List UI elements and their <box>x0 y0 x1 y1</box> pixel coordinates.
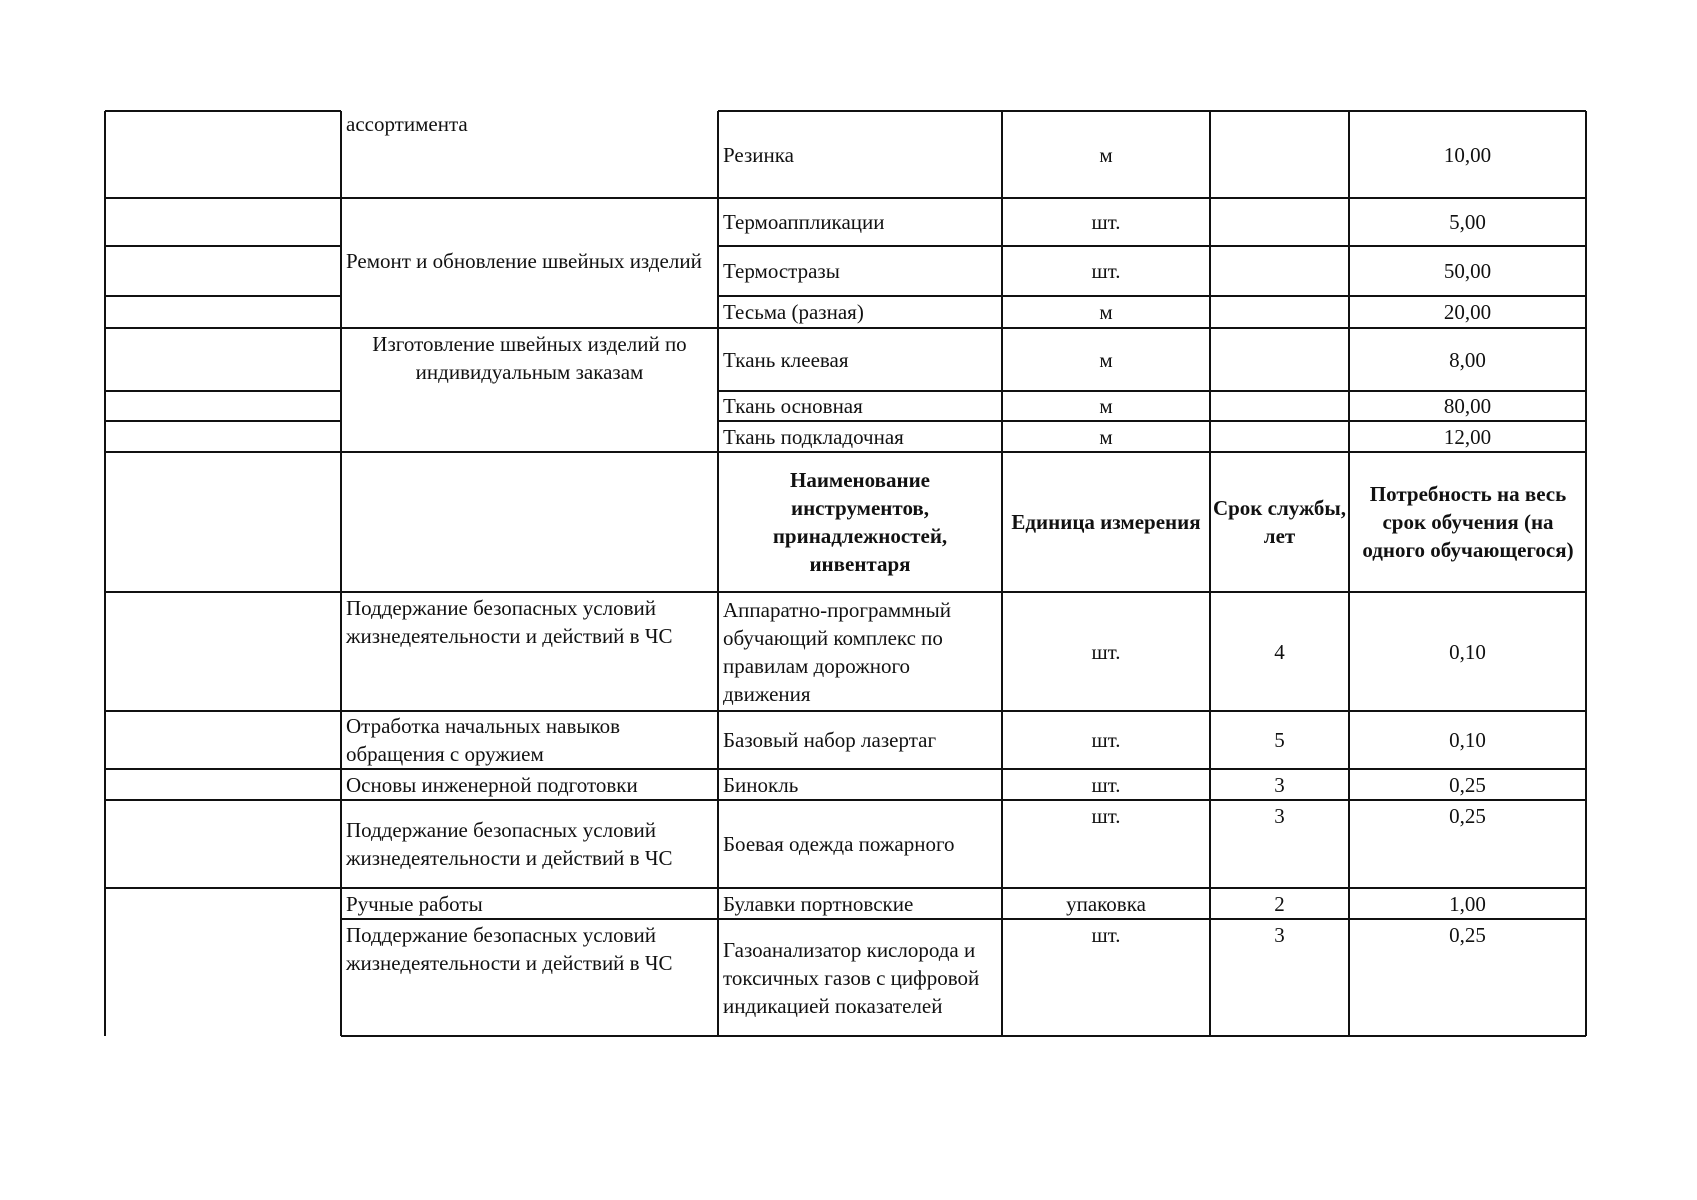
material-value: 8,00 <box>1449 347 1486 372</box>
group-label-custom-orders: Изготовление швейных изделий по индивидуальным заказам <box>372 332 687 384</box>
tool-name: Бинокль <box>723 772 799 797</box>
tool-unit: шт. <box>1091 923 1121 947</box>
group-label-assortment: ассортимента <box>346 112 468 136</box>
tool-term: 3 <box>1274 923 1285 947</box>
material-name: Термоаппликации <box>723 210 885 234</box>
material-value: 20,00 <box>1443 300 1492 324</box>
tool-need: 0,10 <box>1449 639 1486 664</box>
tool-unit: шт. <box>1091 772 1121 797</box>
tool-module: Поддержание безопасных условий жизнедеятельности и действий в ЧС <box>346 923 673 975</box>
header-tool-name: Наименование инструментов, принадлежностей, инвентаря <box>772 468 948 576</box>
tool-term: 2 <box>1274 891 1285 916</box>
tool-module: Поддержание безопасных условий жизнедеятельности и действий в ЧС <box>346 818 673 870</box>
tool-unit: упаковка <box>1066 891 1146 916</box>
group-label-repair: Ремонт и обновление швейных изделий <box>346 249 702 273</box>
material-value: 12,00 <box>1443 424 1492 449</box>
tool-term: 5 <box>1274 728 1285 752</box>
tool-module: Ручные работы <box>346 891 483 916</box>
material-name: Ткань клеевая <box>723 347 849 372</box>
tool-name: Аппаратно-программный обучающий комплекс по правилам дорожного движения <box>723 597 951 706</box>
tool-term: 3 <box>1274 772 1285 797</box>
material-name: Термостразы <box>723 259 840 283</box>
material-name: Ткань подкладочная <box>723 424 904 449</box>
tool-need: 0,25 <box>1449 923 1486 947</box>
tool-module: Отработка начальных навыков обращения с оружием <box>346 714 621 766</box>
tool-module: Поддержание безопасных условий жизнедеятельности и действий в ЧС <box>346 596 673 648</box>
material-value: 50,00 <box>1443 259 1492 283</box>
header-service-term: Срок службы, лет <box>1212 496 1347 548</box>
tool-unit: шт. <box>1091 728 1121 752</box>
material-value: 10,00 <box>1443 142 1492 167</box>
tool-term: 4 <box>1274 639 1285 664</box>
tool-term: 3 <box>1274 804 1285 828</box>
tool-need: 0,25 <box>1449 772 1486 797</box>
tool-name: Газоанализатор кислорода и токсичных газов с цифровой индикацией показателей <box>723 937 980 1018</box>
material-value: 5,00 <box>1449 210 1486 234</box>
header-unit: Единица измерения <box>1011 510 1201 534</box>
tool-name: Булавки портновские <box>723 891 914 916</box>
tool-module: Основы инженерной подготовки <box>346 772 638 797</box>
material-name: Тесьма (разная) <box>723 300 864 324</box>
tool-name: Боевая одежда пожарного <box>723 832 955 856</box>
tool-need: 1,00 <box>1449 891 1486 916</box>
material-name: Ткань основная <box>723 394 863 418</box>
material-unit: м <box>1099 142 1113 167</box>
material-unit: м <box>1099 424 1113 449</box>
material-unit: шт. <box>1091 210 1121 234</box>
material-value: 80,00 <box>1443 394 1492 418</box>
material-unit: м <box>1099 394 1113 418</box>
material-unit: м <box>1099 300 1113 324</box>
tool-need: 0,25 <box>1449 804 1486 828</box>
tool-unit: шт. <box>1091 639 1121 664</box>
tool-need: 0,10 <box>1449 728 1486 752</box>
material-unit: шт. <box>1091 259 1121 283</box>
tool-name: Базовый набор лазертаг <box>723 728 937 752</box>
material-unit: м <box>1099 347 1113 372</box>
header-need: Потребность на весь срок обучения (на одного обучающегося) <box>1362 482 1574 562</box>
material-name: Резинка <box>723 142 794 167</box>
tool-unit: шт. <box>1091 804 1121 828</box>
